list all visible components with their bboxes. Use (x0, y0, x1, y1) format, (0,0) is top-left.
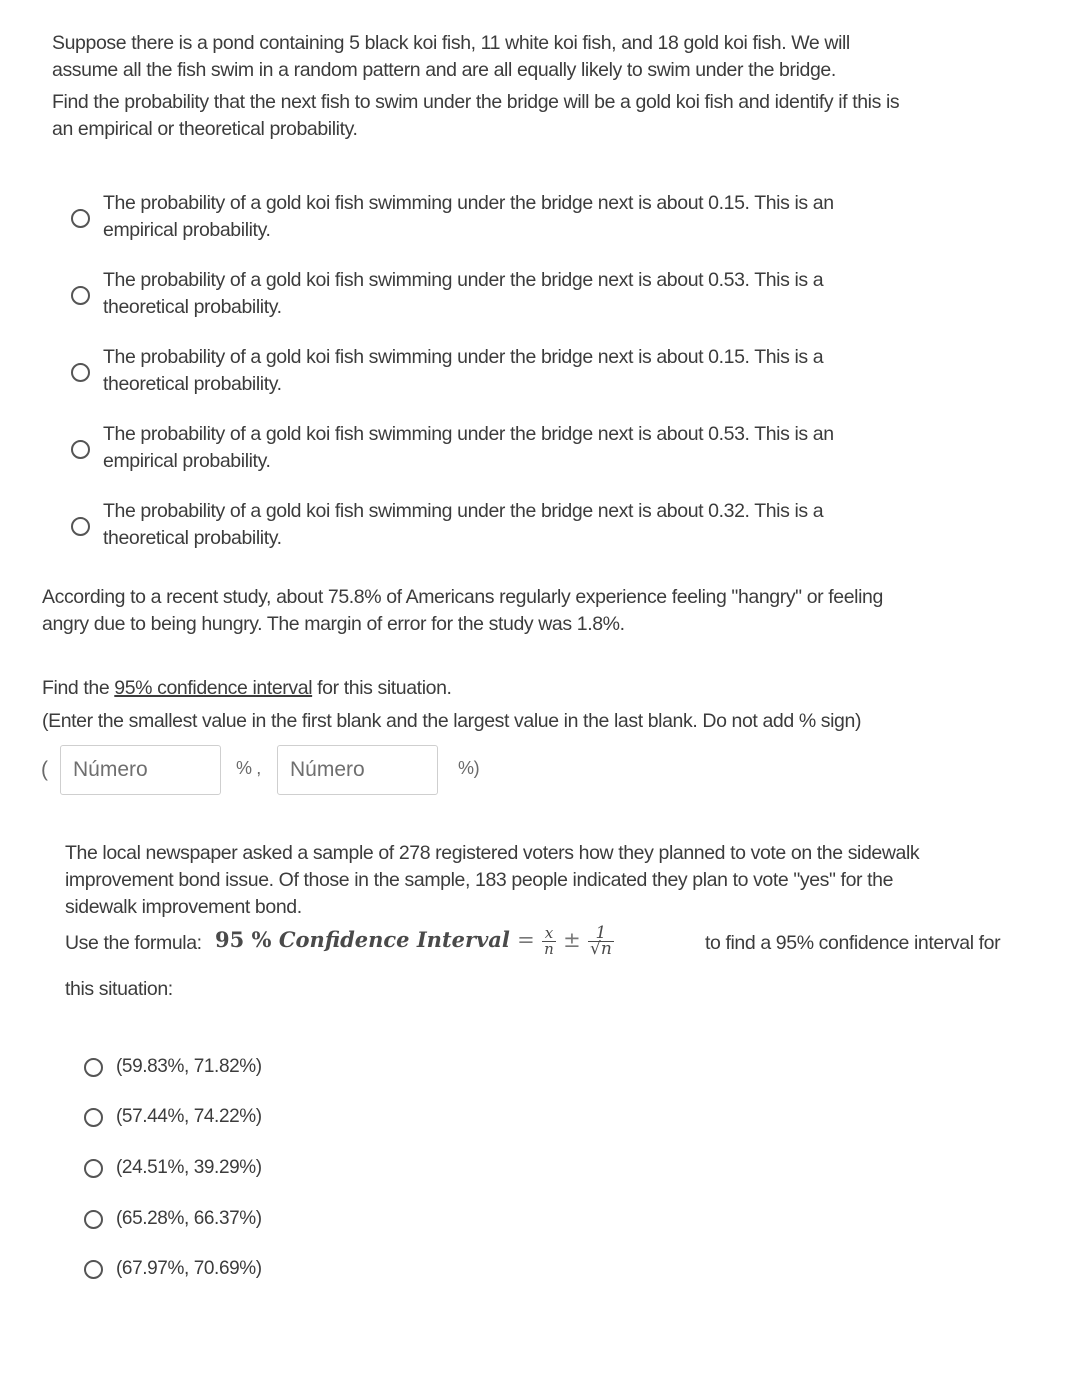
q3-option-5-radio[interactable] (84, 1260, 103, 1279)
close-paren: %) (458, 758, 480, 778)
q1-option-2-label: The probability of a gold koi fish swimming under the bridge next is about 0.53. This is a theoretical probability. (103, 269, 824, 318)
q3-option-2-radio[interactable] (84, 1108, 103, 1127)
q3-option-3-radio[interactable] (84, 1159, 103, 1178)
lower-bound-input[interactable] (60, 745, 221, 795)
q1-option-1-radio[interactable] (71, 209, 90, 228)
q3-stem-line-2: improvement bond issue. Of those in the sample, 183 people indicated they plan to vote "yes" for the (65, 869, 894, 891)
q1-option-2-radio[interactable] (71, 286, 90, 305)
q1-option-4-label: The probability of a gold koi fish swimming under the bridge next is about 0.53. This is an empirical probability. (103, 423, 834, 472)
q3-stem-line-1: The local newspaper asked a sample of 278 registered voters how they planned to vote on the sidewalk (65, 842, 920, 864)
q3-option-4-label: (65.28%, 66.37%) (116, 1208, 262, 1229)
question-1-stem (52, 30, 1012, 148)
formula-lead-text: Use the formula: (65, 932, 202, 954)
q3-stem-line-3: sidewalk improvement bond. (65, 896, 302, 918)
formula-tail-text: to find a 95% confidence interval for (705, 932, 1001, 954)
open-paren: ( (41, 758, 48, 781)
q3-option-1-label: (59.83%, 71.82%) (116, 1056, 262, 1077)
question-2-stem (42, 584, 1002, 638)
q1-question-line-2: an empirical or theoretical probability. (52, 118, 358, 140)
q1-option-1-label: The probability of a gold koi fish swimming under the bridge next is about 0.15. This is an empirical probability. (103, 192, 834, 241)
question-3-stem (65, 840, 1025, 921)
q3-tail-text: this situation: (65, 978, 173, 1000)
one-over-root-n-fraction: $\frac{1}{√n}$ (590, 923, 612, 959)
q1-question-line-1: Find the probability that the next fish to swim under the bridge will be a gold koi fish and identify if this is (52, 91, 900, 113)
q1-option-3-label: The probability of a gold koi fish swimming under the bridge next is about 0.15. This is a theoretical probability. (103, 346, 824, 395)
confidence-interval-formula: 95 % Confidence Interval = $\frac{x}{n}$ ± $\frac{1}{√n}$ (215, 923, 612, 959)
q2-find-instruction: Find the 95% confidence interval for this situation. (42, 677, 452, 699)
q2-stem-line-2: angry due to being hungry. The margin of error for the study was 1.8%. (42, 613, 625, 635)
q1-option-5-label: The probability of a gold koi fish swimming under the bridge next is about 0.32. This is a theoretical probability. (103, 500, 824, 549)
q3-option-5-label: (67.97%, 70.69%) (116, 1258, 262, 1279)
confidence-interval-link[interactable]: 95% confidence interval (114, 677, 313, 699)
q3-option-2-label: (57.44%, 74.22%) (116, 1106, 262, 1127)
q1-option-3-radio[interactable] (71, 363, 90, 382)
q2-entry-note: (Enter the smallest value in the first blank and the largest value in the last blank. Do not add % sign) (42, 710, 862, 732)
x-over-n-fraction: $\frac{x}{n}$ (544, 924, 554, 958)
q3-option-1-radio[interactable] (84, 1058, 103, 1077)
percent-separator: % , (236, 758, 261, 778)
q1-stem-line-2: assume all the fish swim in a random pattern and are all equally likely to swim under the bridge. (52, 59, 836, 81)
q1-stem-line-1: Suppose there is a pond containing 5 black koi fish, 11 white koi fish, and 18 gold koi fish. We will (52, 32, 850, 54)
q1-option-4-radio[interactable] (71, 440, 90, 459)
q1-option-5-radio[interactable] (71, 517, 90, 536)
q3-option-4-radio[interactable] (84, 1210, 103, 1229)
formula-line (65, 923, 1025, 968)
upper-bound-input[interactable] (277, 745, 438, 795)
q2-stem-line-1: According to a recent study, about 75.8% of Americans regularly experience feeling "hangry" or feeling (42, 586, 883, 608)
q3-option-3-label: (24.51%, 39.29%) (116, 1157, 262, 1178)
